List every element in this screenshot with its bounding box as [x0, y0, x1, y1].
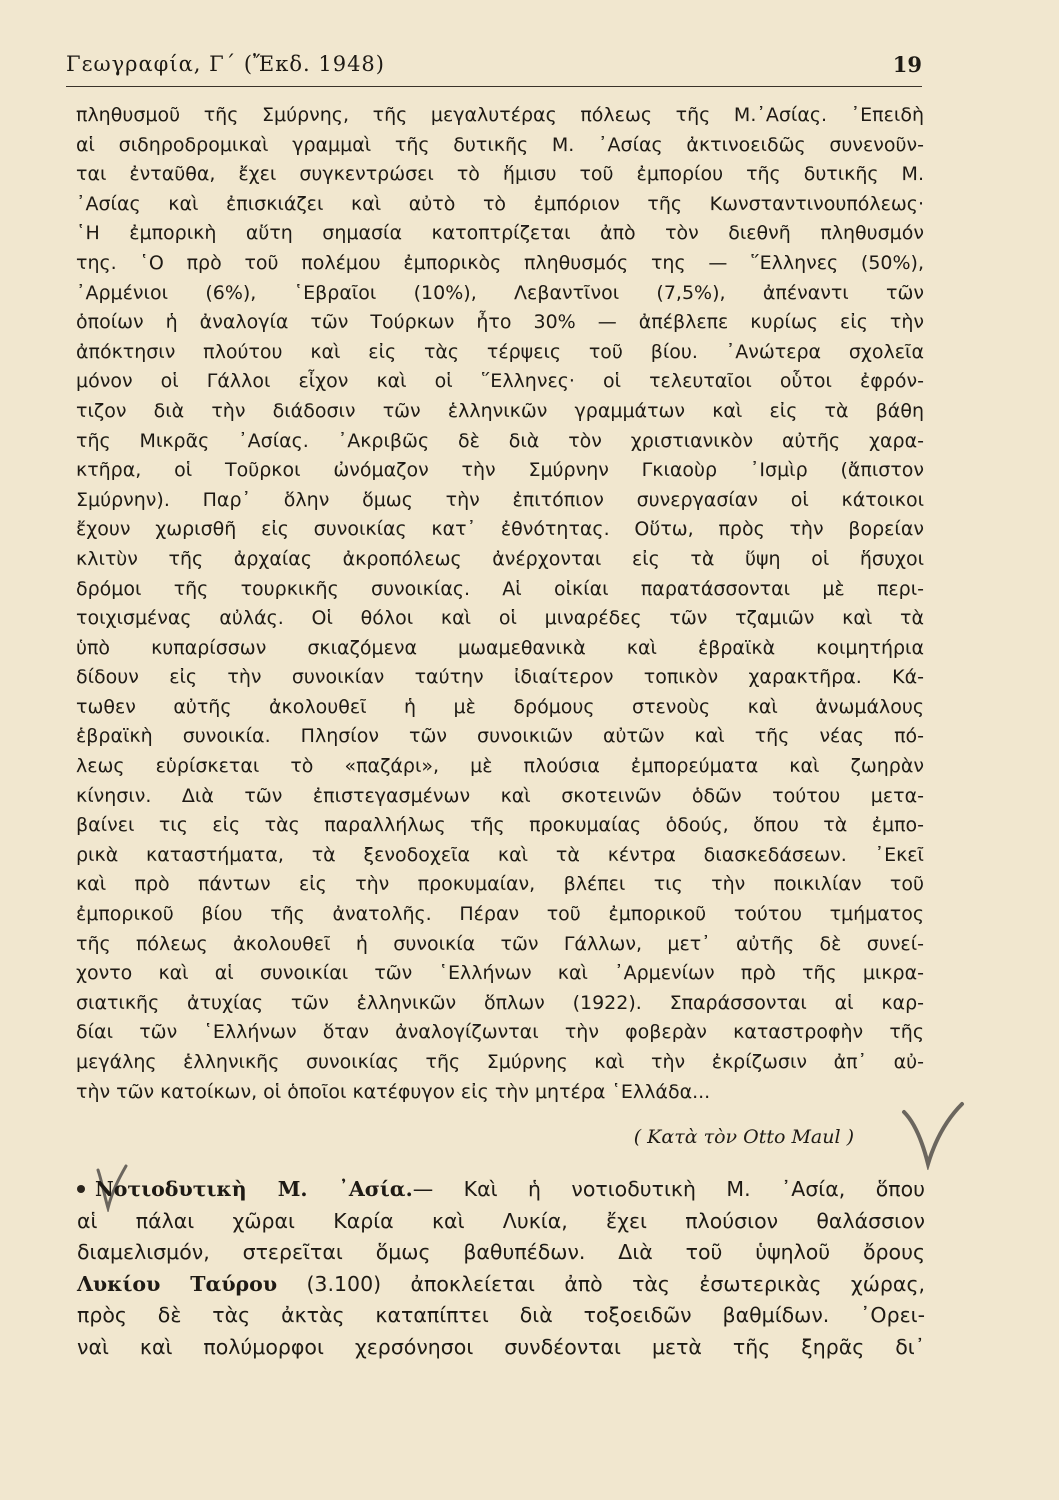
body-line: αἱ σιδηροδρομικαὶ γραμμαὶ τῆς δυτικῆς Μ. ᾿Ασίας ἀκτινοειδῶς συνενοῦν- — [76, 133, 924, 156]
body-text — [76, 101, 924, 1107]
body-line: δίδουν εἰς τὴν συνοικίαν ταύτην ἰδιαίτερον τοπικὸν χαρακτῆρα. Κά- — [76, 666, 924, 689]
body-line: τὴν τῶν κατοίκων, οἱ ὁποῖοι κατέφυγον εἰς τὴν μητέρα ῾Ελλάδα... — [76, 1080, 711, 1103]
section-southwest-asia-minor — [77, 1174, 925, 1363]
body-line: κίνησιν. Διὰ τῶν ἐπιστεγασμένων καὶ σκοτεινῶν ὁδῶν τούτου μετα- — [76, 784, 924, 807]
body-line: πληθυσμοῦ τῆς Σμύρνης, τῆς μεγαλυτέρας πόλεως τῆς Μ.᾿Ασίας. ᾿Επειδὴ — [76, 104, 924, 126]
bullet-dot — [77, 1185, 85, 1193]
body-line: κλιτὺν τῆς ἀρχαίας ἀκροπόλεως ἀνέρχονται εἰς τὰ ὕψη οἱ ἥσυχοι — [76, 547, 924, 570]
section-line-3: διαμελισμόν, στερεῖται ὅμως βαθυπέδων. Διὰ τοῦ ὑψηλοῦ ὄρους — [77, 1240, 925, 1264]
section-line-2: αἱ πάλαι χῶραι Καρία καὶ Λυκία, ἔχει πλούσιον θαλάσσιον — [77, 1208, 925, 1233]
body-line: σιατικῆς ἀτυχίας τῶν ἑλληνικῶν ὅπλων (1922). Σπαράσσονται αἱ καρ- — [76, 991, 924, 1014]
body-line: καὶ πρὸ πάντων εἰς τὴν προκυμαίαν, βλέπει τις τὴν ποικιλίαν τοῦ — [76, 873, 924, 896]
body-line: ρικὰ καταστήματα, τὰ ξενοδοχεῖα καὶ τὰ κέντρα διασκεδάσεων. ᾿Εκεῖ — [76, 843, 924, 866]
body-line: ὑπὸ κυπαρίσσων σκιαζόμενα μωαμεθανικὰ καὶ ἑβραϊκὰ κοιμητήρια — [76, 636, 924, 659]
body-line: μόνον οἱ Γάλλοι εἶχον καὶ οἱ ῞Ελληνες· οἱ τελευταῖοι οὗτοι ἐφρόν- — [76, 370, 924, 393]
body-line: ᾿Αρμένιοι (6%), ῾Εβραῖοι (10%), Λεβαντῖνοι (7,5%), ἀπέναντι τῶν — [76, 281, 924, 304]
body-line: Σμύρνην). Παρ᾿ ὅλην ὅμως τὴν ἐπιτόπιον συνεργασίαν οἱ κάτοικοι — [76, 488, 924, 511]
body-line: λεως εὑρίσκεται τὸ «παζάρι», μὲ πλούσια ἐμπορεύματα καὶ ζωηρὰν — [76, 755, 924, 778]
section-line-1-rest: — Καὶ ἡ νοτιοδυτικὴ Μ. ᾿Ασία, ὅπου — [412, 1177, 925, 1201]
handwritten-check-mark-icon — [900, 1100, 966, 1170]
body-line: της. ῾Ο πρὸ τοῦ πολέμου ἐμπορικὸς πληθυσμός της — ῞Ελληνες (50%), — [76, 251, 924, 274]
body-line: ἑβραϊκὴ συνοικία. Πλησίον τῶν συνοικιῶν αὐτῶν καὶ τῆς νέας πό- — [76, 725, 924, 748]
body-line: τιζον διὰ τὴν διάδοσιν τῶν ἑλληνικῶν γραμμάτων καὶ εἰς τὰ βάθη — [76, 399, 924, 422]
body-line: τοιχισμένας αὐλάς. Οἱ θόλοι καὶ οἱ μιναρέδες τῶν τζαμιῶν καὶ τὰ — [76, 607, 924, 630]
body-line: ἔχουν χωρισθῆ εἰς συνοικίας κατ᾿ ἐθνότητας. Οὕτω, πρὸς τὴν βορείαν — [76, 518, 924, 541]
section-line-1 — [77, 1174, 925, 1206]
page-header — [66, 50, 922, 87]
section-heading: Νοτιοδυτικὴ Μ. ᾿Ασία. — [95, 1177, 413, 1201]
body-line: τῆς Μικρᾶς ᾿Ασίας. ᾿Ακριβῶς δὲ διὰ τὸν χριστιανικὸν αὐτῆς χαρα- — [76, 429, 924, 452]
body-line: ται ἐνταῦθα, ἔχει συγκεντρώσει τὸ ἥμισυ τοῦ ἐμπορίου τῆς δυτικῆς Μ. — [76, 163, 924, 186]
section-line-4 — [77, 1269, 925, 1301]
section-line-4-rest: (3.100) ἀποκλείεται ἀπὸ τὰς ἐσωτερικὰς χώρας, — [306, 1271, 925, 1296]
mount-name: Λυκίου Ταύρου — [77, 1271, 278, 1296]
body-line: χοντο καὶ αἱ συνοικίαι τῶν ῾Ελλήνων καὶ ᾿Αρμενίων πρὸ τῆς μικρα- — [76, 962, 924, 985]
section-line-5: πρὸς δὲ τὰς ἀκτὰς καταπίπτει διὰ τοξοειδῶν βαθμίδων. ᾿Ορει- — [77, 1303, 925, 1327]
body-line: δίαι τῶν ῾Ελλήνων ὅταν ἀναλογίζωνται τὴν φοβερὰν καταστροφὴν τῆς — [76, 1021, 924, 1044]
body-line: ὁποίων ἡ ἀναλογία τῶν Τούρκων ἦτο 30% — ἀπέβλεπε κυρίως εἰς τὴν — [76, 311, 924, 334]
body-line: ᾿Ασίας καὶ ἐπισκιάζει καὶ αὐτὸ τὸ ἐμπόριον τῆς Κωνσταντινουπόλεως· — [76, 192, 924, 215]
running-title: Γεωγραφία, Γ΄ (Ἔκδ. 1948) — [66, 52, 385, 76]
body-line: βαίνει τις εἰς τὰς παραλλήλως τῆς προκυμαίας ὁδούς, ὅπου τὰ ἐμπο- — [76, 814, 924, 837]
attribution: ( Κατὰ τὸν Otto Maul ) — [633, 1126, 854, 1148]
body-line: μεγάλης ἑλληνικῆς συνοικίας τῆς Σμύρνης καὶ τὴν ἐκρίζωσιν ἀπ᾿ αὐ- — [76, 1051, 924, 1073]
body-line: τωθεν αὐτῆς ἀκολουθεῖ ἡ μὲ δρόμους στενοὺς καὶ ἀνωμάλους — [76, 695, 924, 718]
body-line: τῆς πόλεως ἀκολουθεῖ ἡ συνοικία τῶν Γάλλων, μετ᾿ αὐτῆς δὲ συνεί- — [76, 932, 924, 955]
body-line: κτῆρα, οἱ Τοῦρκοι ὠνόμαζον τὴν Σμύρνην Γκιαοὺρ ᾿Ισμὶρ (ἄπιστον — [76, 459, 924, 482]
body-line: ῾Η ἐμπορικὴ αὕτη σημασία κατοπτρίζεται ἀπὸ τὸν διεθνῆ πληθυσμόν — [76, 222, 924, 245]
page-number: 19 — [892, 52, 922, 77]
body-line: ἐμπορικοῦ βίου τῆς ἀνατολῆς. Πέραν τοῦ ἐμπορικοῦ τούτου τμήματος — [76, 903, 924, 926]
body-line: δρόμοι τῆς τουρκικῆς συνοικίας. Αἱ οἰκίαι παρατάσσονται μὲ περι- — [76, 577, 924, 600]
body-line: ἀπόκτησιν πλούτου καὶ εἰς τὰς τέρψεις τοῦ βίου. ᾿Ανώτερα σχολεῖα — [76, 340, 924, 363]
section-line-6: ναὶ καὶ πολύμορφοι χερσόνησοι συνδέονται μετὰ τῆς ξηρᾶς δι᾿ — [77, 1334, 925, 1359]
